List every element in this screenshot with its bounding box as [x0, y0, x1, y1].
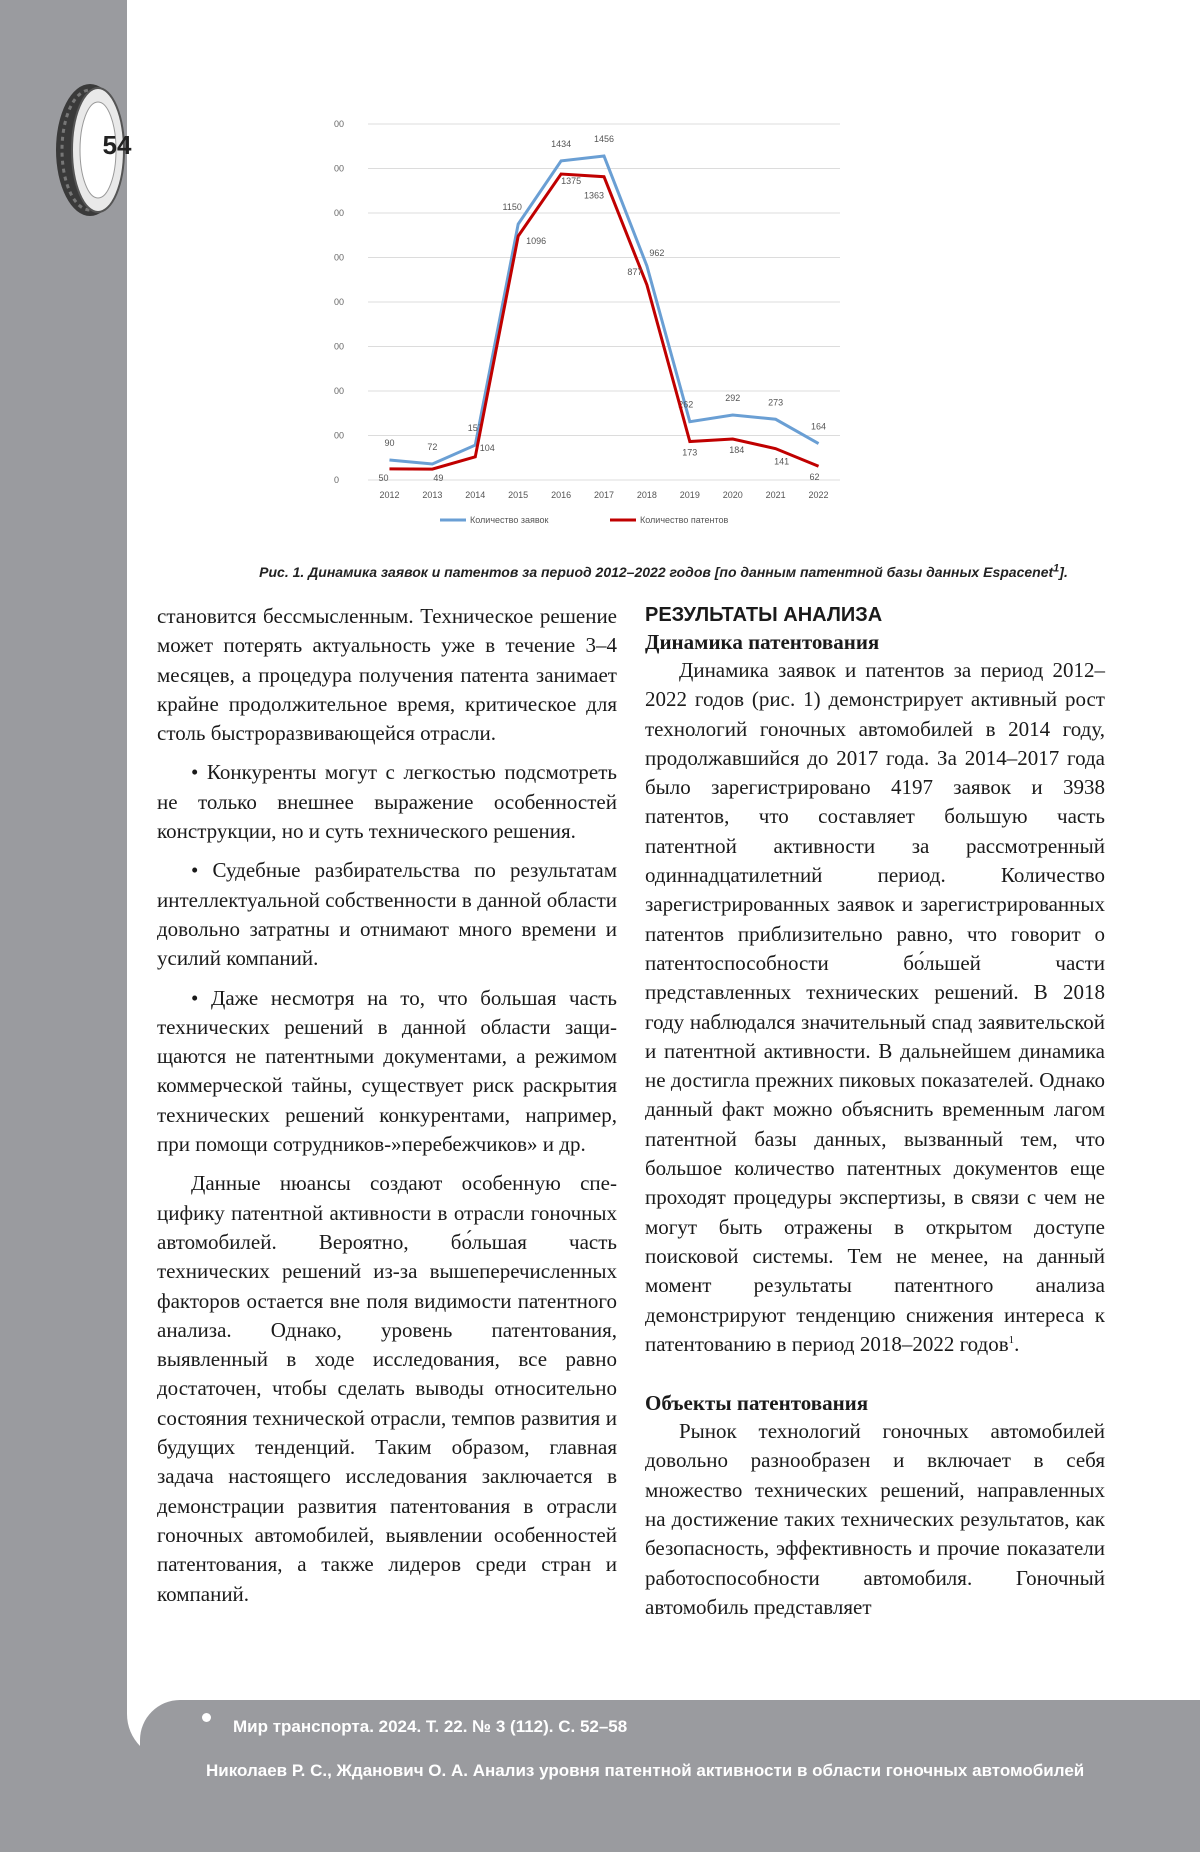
data-label: 962 — [649, 247, 665, 258]
data-label: 292 — [725, 393, 741, 404]
chart — [330, 110, 870, 540]
left-column — [157, 602, 617, 1609]
legend-label: Количество патентов — [640, 515, 729, 525]
y-tick-label: 00 — [334, 297, 345, 307]
article-reference: Николаев Р. С., Жданович О. А. Анализ уровня патентной активности в области гоночных автомобилей — [206, 1761, 1085, 1780]
y-tick-label: 00 — [334, 208, 345, 218]
paragraph — [645, 656, 1105, 1359]
data-label: 72 — [427, 441, 438, 452]
data-label: 1375 — [561, 176, 582, 187]
y-tick-label: 0 — [334, 475, 340, 485]
right-column — [645, 602, 1105, 1622]
x-tick-label: 2013 — [422, 490, 443, 500]
data-label: 50 — [378, 472, 389, 483]
subsection-title: Динамика патентования — [645, 630, 880, 654]
line-chart — [330, 110, 870, 540]
caption-text: Рис. 1. Динамика заявок и патентов за период 2012–2022 годов [по данным патентной базы данных Espacenet — [259, 564, 1054, 580]
data-label: 262 — [678, 399, 694, 410]
paragraph: Рынок технологий гоночных автомобилей довольно разнообразен и включает в себя множество технических решений, направленных на достижение таких технических результатов, как безопасность, эффективность и прочие показатели работоспособности автомобиля. Гоночный автомобиль представляет — [645, 1419, 1105, 1619]
data-label: 164 — [811, 421, 827, 432]
y-tick-label: 00 — [334, 252, 345, 263]
x-tick-label: 2019 — [679, 490, 700, 500]
data-label: 141 — [774, 456, 790, 467]
y-tick-label: 00 — [334, 119, 345, 129]
caption-end: ]. — [1059, 564, 1068, 580]
y-tick-label: 00 — [334, 341, 345, 352]
bullet-paragraph: • Судебные разбирательства по результатам интеллектуальной собственности в данной области довольно затратны и отнимают много времени и усилий компаний. — [157, 858, 617, 971]
y-tick-label: 00 — [334, 163, 345, 174]
figure-caption — [127, 564, 1200, 580]
paragraph: становится бессмысленным. Техническое решение может потерять актуальность уже в течение 3–4 месяцев, а процедура получения патента занимает крайне продолжительное время, критическое для столь быстроразвивающейся отрасли. — [157, 604, 617, 746]
series-line-1 — [389, 156, 818, 464]
data-label: 49 — [433, 473, 444, 484]
data-label: 62 — [809, 472, 820, 483]
data-label: 877 — [627, 266, 643, 277]
data-label: 184 — [729, 445, 745, 456]
paragraph: Данные нюансы создают особенную специфику патентной активности в отрасли гоночных автомобилей. Вероятно, бо́льшая часть технических решений из-за вышеперечисленных факторов остается вне поля видимости патентного анализа. Однако, уровень патентования, выявленный в ходе исследования, все равно достаточен, чтобы сделать выводы относительно состояния технической отрасли, темпов развития и будущих тенденций. Таким образом, главная задача настоящего исследования заключается в демонстрации развития патентования в отрасли гоночных автомобилей, выявлении особенностей патентования, а также лидеров среди стран и компаний. — [157, 1171, 617, 1606]
x-tick-label: 2014 — [465, 490, 486, 500]
x-tick-label: 2017 — [593, 490, 615, 500]
data-label: 1434 — [551, 138, 572, 149]
legend-label: Количество заявок — [470, 515, 549, 525]
x-tick-label: 2018 — [636, 490, 657, 500]
bullet-paragraph: • Даже несмотря на то, что большая часть технических решений в данной области защищаются не патентными документами, а режимом коммерческой тайны, существует риск раскрытия технических решений конкурентами, например, при помощи сотрудников-»перебежчиков» и др. — [157, 985, 617, 1157]
data-label: 1363 — [583, 190, 605, 201]
y-tick-label: 00 — [334, 430, 345, 441]
journal-reference: Мир транспорта. 2024. Т. 22. № 3 (112). С. 52–58 — [233, 1717, 628, 1736]
x-tick-label: 2020 — [722, 490, 743, 500]
x-tick-label: 2021 — [765, 490, 786, 500]
paragraph-end: . — [1014, 1331, 1020, 1356]
data-label: 157 — [467, 423, 483, 434]
series-line-2 — [389, 174, 818, 469]
caption-footnote: 1 — [1053, 562, 1060, 575]
x-tick-label: 2022 — [808, 490, 829, 500]
data-label: 1456 — [593, 134, 615, 145]
data-label: 173 — [682, 447, 698, 458]
x-tick-label: 2012 — [379, 490, 400, 500]
data-label: 104 — [479, 442, 495, 453]
footnote-mark: 1 — [1008, 1333, 1015, 1346]
data-label: 273 — [768, 397, 784, 408]
y-tick-label: 00 — [334, 386, 345, 396]
x-tick-label: 2015 — [508, 490, 529, 500]
x-tick-label: 2016 — [551, 490, 572, 500]
data-label: 90 — [384, 437, 395, 448]
section-title: РЕЗУЛЬТАТЫ АНАЛИЗА — [645, 604, 883, 626]
data-label: 1150 — [502, 202, 522, 213]
bullet-dot-icon — [202, 1713, 211, 1722]
bullet-paragraph: • Конкуренты могут с легкостью подсмотреть не только внешнее выражение особенностей конструкции, но и суть технического решения. — [157, 760, 617, 844]
data-label: 1096 — [526, 236, 547, 247]
page-number: 54 — [102, 130, 132, 160]
paragraph-text: Динамика заявок и патентов за период 2012–2022 годов (рис. 1) демонстрирует активный рост технологий гоночных автомобилей в 2014 году, продолжавшийся до 2017 года. За 2014–2017 года было зарегистрировано 4197 заявок и 3938 патентов, что составляет большую часть патентной активности за рассмотренный одиннадцатилетний период. Количество зарегистрированных заявок и зарегистрированных патентов приблизительно равно, что говорит о патентоспособности бо́льшей части представленных технических решений. В 2018 году наблюдался значительный спад заявительской и патентной активности. В дальнейшем динамика не достигла прежних пиковых показателей. Однако данный факт можно объяснить временным лагом патентной базы данных, вызванный тем, что большое количество патентных документов еще проходят процедуры экспертизы, в связи с чем не могут быть отражены в открытом доступе поисковой системы. Тем не менее, на данный момент результаты патентного анализа демонстрируют тенденцию снижения интереса к патентованию в период 2018–2022 годов — [645, 658, 1105, 1356]
subsection-title: Объекты патентования — [645, 1391, 869, 1416]
